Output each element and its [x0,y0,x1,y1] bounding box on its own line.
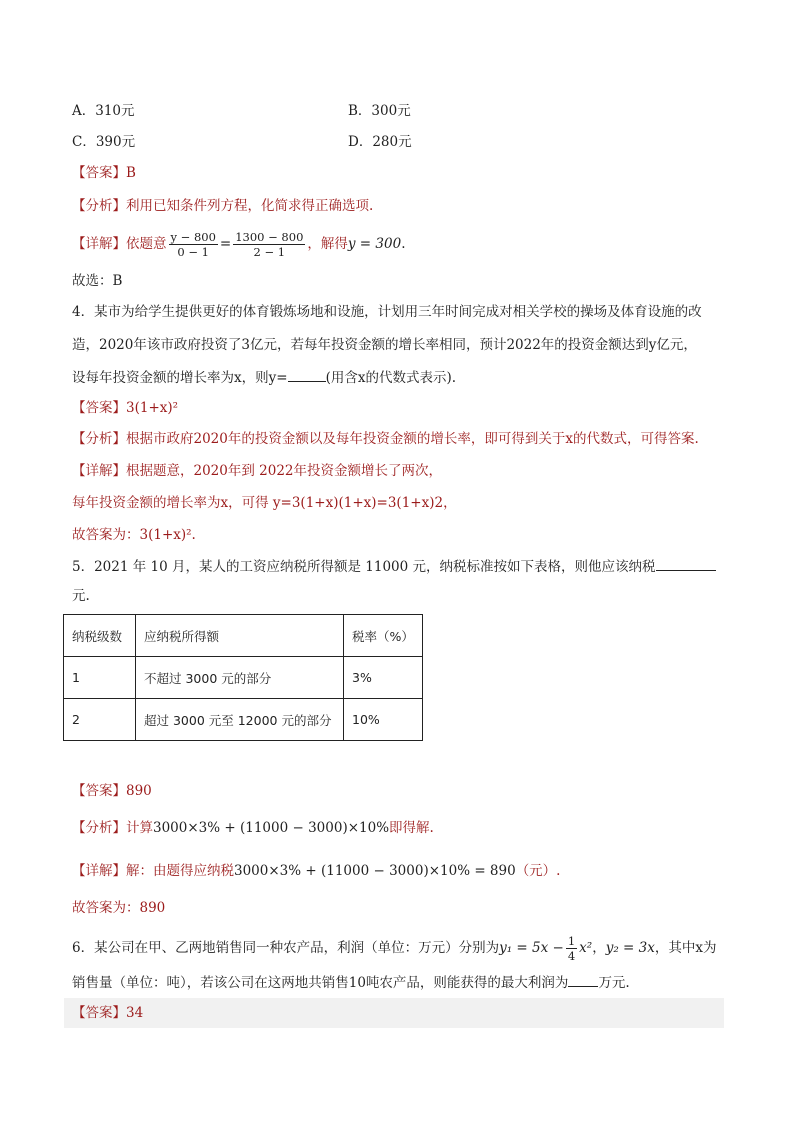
q3-detail-prefix: 【详解】依题意 [72,236,167,252]
table-cell: 不超过 3000 元的部分 [136,657,344,699]
table-cell: 超过 3000 元至 12000 元的部分 [136,699,344,741]
option-a: A．310元 [72,103,135,119]
q4-detail-2: 每年投资金额的增长率为x，可得 y=3(1+x)(1+x)=3(1+x)2， [72,495,457,511]
q6-separator: ， [592,940,606,956]
table-header: 纳税级数 [64,615,136,657]
q3-analysis: 【分析】利用已知条件列方程，化简求得正确选项. [72,198,374,214]
q6-y2: y₂ = 3x [605,940,655,956]
q4-conclusion: 故答案为：3(1+x)². [72,527,196,543]
table-cell: 1 [64,657,136,699]
table-cell: 3% [344,657,423,699]
q3-frac1-num: y − 800 [170,230,216,244]
q5-detail-prefix: 【详解】解：由题得应纳税 [72,863,234,879]
q4-line-3-b: (用含x的代数式表示). [325,370,457,386]
table-row [64,657,423,699]
q4-answer: 【答案】3(1+x)² [72,400,179,416]
q5-formula: 3000×3% + (11000 − 3000)×10% [153,820,390,836]
q3-choose: 故选：B [72,273,123,289]
q6-line-2-b: 万元. [598,975,630,991]
q3-equals: = [219,236,232,252]
table-cell: 2 [64,699,136,741]
q5-detail-formula: 3000×3% + (11000 − 3000)×10% = 890 [234,863,516,879]
q6-answer: 【答案】34 [72,1005,144,1021]
q3-fraction-1 [169,230,218,259]
q3-result: y = 300 [347,236,402,252]
q4-line-2: 造，2020年该市政府投资了3亿元，若每年投资金额的增长率相同，预计2022年的投资金额达到y亿元， [72,337,697,353]
answer-highlight [64,998,724,1028]
q3-frac1-den: 0 − 1 [177,245,209,259]
q4-analysis: 【分析】根据市政府2020年的投资金额以及每年投资金额的增长率，即可得到关于x的代数式，可得答案. [72,431,699,447]
q3-detail-suffix: ，解得 [307,236,348,252]
q5-answer: 【答案】890 [72,783,152,799]
q6-blank [568,972,598,987]
q3-fraction-2 [233,230,305,259]
q5-line-1-text: 5．2021 年 10 月，某人的工资应纳税所得额是 11000 元，纳税标准按如下表格，则他应该纳税 [72,559,656,575]
q3-period: . [401,236,406,252]
q3-frac2-num: 1300 − 800 [235,230,304,244]
q5-blank [656,556,716,571]
table-header: 应纳税所得额 [136,615,344,657]
q6-line-2 [72,972,630,993]
q3-detail [72,226,405,262]
q3-frac2-den: 2 − 1 [253,245,286,259]
q5-detail [72,861,560,881]
table-cell: 10% [344,699,423,741]
table-header-row [64,615,423,657]
q6-line-2-a: 销售量（单位：吨），若该公司在这两地共销售10吨农产品，则能获得的最大利润为 [72,975,569,991]
q6-fraction [566,934,577,963]
option-b: B．300元 [348,103,411,119]
q6-y1-a: y₁ = 5x − [499,940,564,956]
q6-frac-den: 4 [567,949,576,963]
q5-analysis-prefix: 【分析】计算 [72,820,153,836]
q5-conclusion: 故答案为：890 [72,900,166,916]
option-d: D．280元 [348,134,412,150]
q6-frac-num: 1 [567,934,576,948]
q3-answer: 【答案】B [72,165,136,181]
q5-analysis-suffix: 即得解. [389,820,434,836]
q4-detail-1: 【详解】根据题意，2020年到 2022年投资金额增长了两次， [72,463,443,479]
q5-line-1 [72,556,716,577]
q5-detail-suffix: （元）. [515,863,561,879]
option-c: C．390元 [72,134,136,150]
table-row [64,699,423,741]
tax-table [63,614,423,741]
q5-analysis [72,818,434,838]
q5-line-2: 元. [72,588,90,604]
q4-blank [288,367,326,382]
q6-line-1-a: 6．某公司在甲、乙两地销售同一种农产品，利润（单位：万元）分别为 [72,940,500,956]
q4-line-3 [72,367,456,388]
q4-line-3-a: 设每年投资金额的增长率为x，则y= [72,370,288,386]
q4-line-1: 4．某市为给学生提供更好的体育锻炼场地和设施，计划用三年时间完成对相关学校的操场及体育设施的改 [72,304,702,320]
q6-line-1-b: ，其中x为 [654,940,717,956]
q6-line-1 [72,932,716,964]
q6-y1-b: x² [579,940,593,956]
table-header: 税率（%） [344,615,423,657]
